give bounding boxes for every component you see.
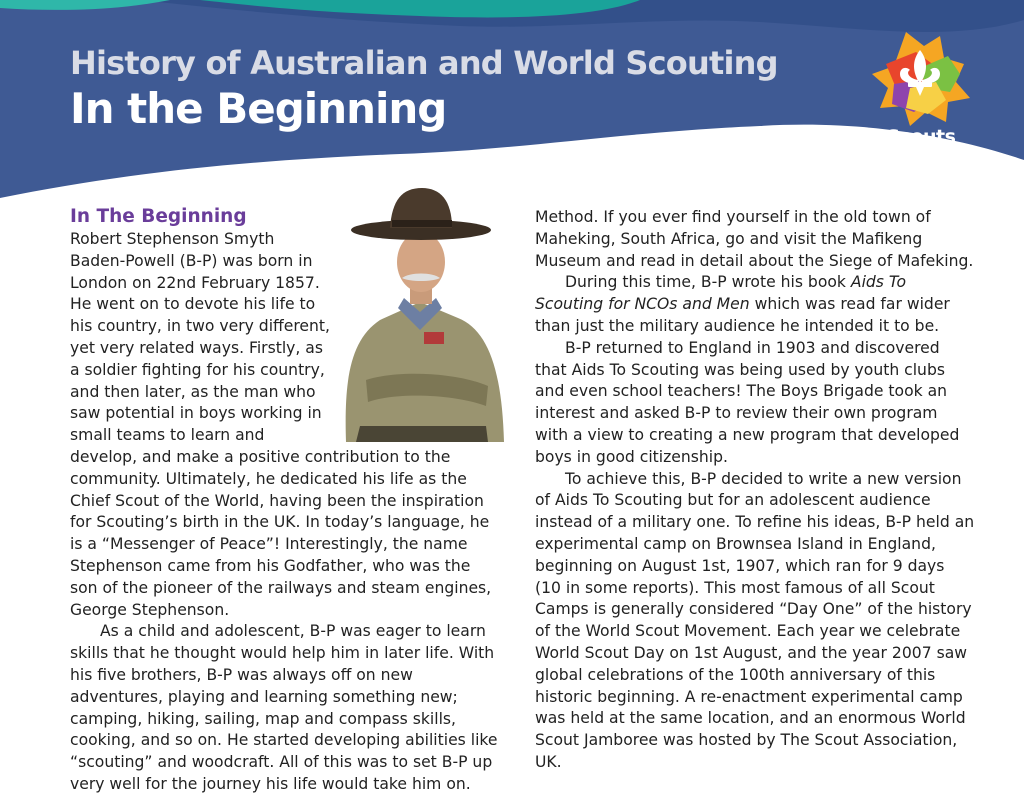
left-paragraph-2: As a child and adolescent, B-P was eager to learn skills that he thought would help him in later life. With his five brothers, B-P was always off on new adventures, playing and learning something new; camping, hiking, sailing, map and compass skills, cooking, and so on. He started developing abilities like “scouting” and woodcraft. All of this was to set B-P up very well for the journey his life would take him on. [70, 622, 498, 793]
book-outro-text: which was read far wider than just the military audience he intended it to be. [535, 295, 950, 335]
series-title: History of Australian and World Scouting [70, 44, 778, 82]
fleur-de-lis-icon [866, 28, 976, 128]
left-paragraph-1: Robert Stephenson Smyth Baden-Powell (B-P) was born in London on 22nd February 1857. He went on to devote his life to his country, in two very different, yet very related ways. Firstly, as a soldier fighting for his country, and then later, as the man who saw potential in boys working in small teams to learn and develop, and make a positive contribution to the community. Ultimately, he dedicated his life as the Chief Scout of the World, having been the inspiration for Scouting’s birth in the UK. In today’s language, he is a “Messenger of Peace”! Interestingly, the name Stephenson came from his Godfather, who was the son of the pioneer of the railways and steam engines, George Stephenson. [70, 230, 492, 619]
page-title: In the Beginning [70, 84, 447, 133]
article-left-column [70, 205, 502, 796]
right-paragraph-2 [535, 272, 975, 337]
baden-powell-portrait [336, 180, 508, 442]
logo-wordmark: Scouts [886, 126, 956, 148]
scouts-logo [866, 28, 976, 158]
article-right-column [535, 207, 975, 774]
book-title: Aids To Scouting for NCOs and Men [535, 273, 907, 314]
right-paragraph-1: Method. If you ever find yourself in the old town of Maheking, South Africa, go and visit the Mafikeng Museum and read in detail about the Siege of Mafeking. [535, 208, 974, 270]
right-paragraph-3: B-P returned to England in 1903 and discovered that Aids To Scouting was being used by youth clubs and even school teachers! The Boys Brigade took an interest and asked B-P to review their own program with a view to creating a new program that developed boys in good citizenship. [535, 338, 960, 466]
section-heading: In The Beginning [70, 206, 247, 227]
right-paragraph-4: To achieve this, B-P decided to write a new version of Aids To Scouting but for an adolescent audience instead of a military one. To refine his ideas, B-P held an experimental camp on Brownsea Island in England, beginning on August 1st, 1907, which ran for 9 days (10 in some reports). This most famous of all Scout Camps is generally considered “Day One” of the history of the World Scout Movement. Each year we celebrate World Scout Day on 1st August, and the year 2007 saw global celebrations of the 100th anniversary of this historic beginning. A re-enactment experimental camp was held at the same location, and an enormous World Scout Jamboree was hosted by The Scout Association, UK. [535, 469, 975, 771]
book-intro-text: During this time, B-P wrote his book [565, 273, 851, 292]
logo-subtitle: AUSTRALIA [904, 149, 938, 155]
